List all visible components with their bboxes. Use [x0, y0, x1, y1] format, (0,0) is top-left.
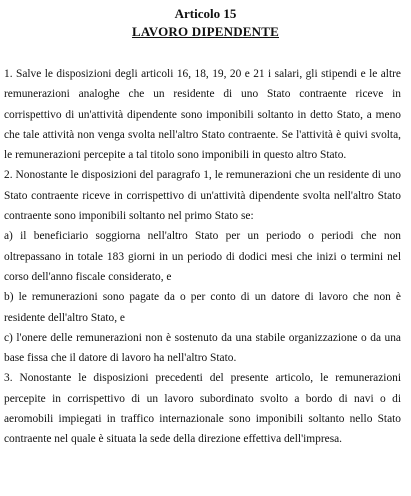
sub-item-c: c) l'onere delle remunerazioni non è sostenuto da una stabile organizzazione o da una base fissa che il datore di lavoro ha nell'altro Stato. — [4, 331, 401, 365]
sub-item-b: b) le remunerazioni sono pagate da o per conto di un datore di lavoro che non è residente dell'altro Stato, e — [4, 291, 401, 324]
article-body — [4, 64, 401, 450]
paragraph-1: 1. Salve le disposizioni degli articoli 16, 18, 19, 20 e 21 i salari, gli stipendi e le altre remunerazioni analoghe che un residente di uno Stato contraente riceve in corrispettivo di un'attività dipendente sono imponibili soltanto in detto Stato, a meno che tale attività non venga svolta nell'altro Stato contraente. Se l'attività è quivi svolta, le remunerazioni percepite a tal titolo sono imponibili in questo altro Stato. — [4, 68, 401, 162]
article-title: LAVORO DIPENDENTE — [131, 24, 279, 39]
sub-item-a: a) il beneficiario soggiorna nell'altro Stato per un periodo o periodi che non oltrepassano in totale 183 giorni in un periodo di dodici mesi che inizi o termini nel corso dell'anno fiscale considerato, e — [4, 230, 401, 283]
paragraph-2: 2. Nonostante le disposizioni del paragrafo 1, le remunerazioni che un residente di uno Stato contraente riceve in corrispettivo di un'attività dipendente svolta nell'altro Stato contraente sono imponibili soltanto nel primo Stato se: — [4, 169, 401, 223]
paragraph-3: 3. Nonostante le disposizioni precedenti del presente articolo, le remunerazioni percepite in corrispettivo di un lavoro subordinato svolto a bordo di navi o di aeromobili impiegati in traffico internazionale sono imponibili soltanto nello Stato contraente nel quale è situata la sede della direzione effettiva dell'impresa. — [4, 372, 401, 446]
article-number: Articolo 15 — [174, 6, 237, 21]
